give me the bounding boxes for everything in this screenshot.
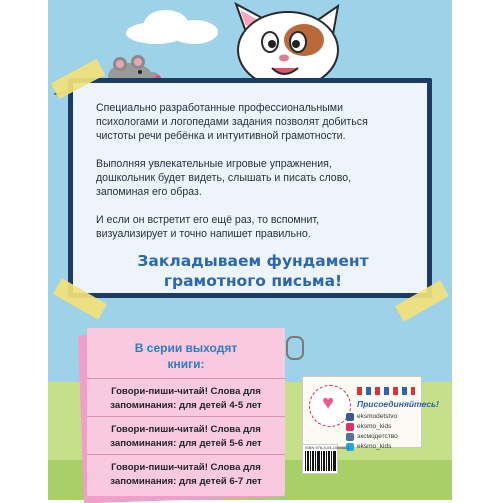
board-text-line: Специально разработанные профессиональными bbox=[96, 102, 343, 114]
social-handle: эксмодетство bbox=[357, 433, 398, 440]
barcode-lines bbox=[305, 451, 337, 471]
series-book-title: Говори-пиши-читай! Слова для bbox=[111, 462, 261, 473]
series-heading: В серии выходят bbox=[134, 341, 238, 355]
barcode bbox=[302, 444, 350, 474]
info-board bbox=[68, 78, 432, 298]
social-row[interactable] bbox=[346, 442, 391, 451]
heart-icon: ♥ bbox=[322, 392, 334, 414]
board-text-line: чистоты речи ребёнка и интуитивной грамотности. bbox=[96, 130, 346, 142]
board-text-line: психологами и логопедами задания позволят добиться bbox=[96, 116, 368, 128]
social-row[interactable] bbox=[346, 412, 397, 421]
social-handle: eksmodetstvo bbox=[357, 413, 398, 420]
slogan-line: Закладываем фундамент bbox=[137, 252, 369, 270]
paper-clip-icon bbox=[286, 336, 304, 360]
social-handle: eksmo_kids bbox=[357, 423, 392, 430]
notepad-rule bbox=[87, 378, 285, 379]
board-text-line: Выполняя увлекательные игровые упражнения, bbox=[96, 158, 332, 170]
cloud bbox=[170, 20, 218, 44]
series-book-title: запоминания: для детей 4-5 лет bbox=[110, 400, 262, 411]
series-book-title: Говори-пиши-читай! Слова для bbox=[111, 424, 261, 435]
airmail-stripes bbox=[357, 387, 415, 395]
series-notepad bbox=[87, 328, 285, 496]
notepad-rule bbox=[87, 416, 285, 417]
series-heading: книги: bbox=[167, 357, 205, 371]
join-label: Присоединяйтесь! bbox=[357, 399, 439, 409]
social-handle: eksmo_kids bbox=[357, 443, 392, 450]
isbn-text: ISBN 978-5-04-108868-1 bbox=[305, 445, 350, 450]
series-book-title: запоминания: для детей 5-6 лет bbox=[110, 438, 262, 449]
social-row[interactable] bbox=[346, 422, 391, 431]
instagram-icon bbox=[346, 423, 354, 431]
board-text-line: визуализирует и точно напишет правильно. bbox=[96, 228, 311, 240]
notepad-page bbox=[87, 328, 285, 496]
notepad-rule bbox=[87, 454, 285, 455]
vk-icon bbox=[346, 433, 354, 441]
board-text-line: запоминая его образ. bbox=[96, 186, 202, 198]
facebook-icon bbox=[346, 413, 354, 421]
series-book-title: Говори-пиши-читай! Слова для bbox=[111, 386, 261, 397]
slogan-line: грамотного письма! bbox=[163, 272, 343, 290]
board-text-line: И если он встретит его ещё раз, то вспомнит, bbox=[96, 214, 320, 226]
social-row[interactable] bbox=[346, 432, 398, 441]
series-book-title: запоминания: для детей 6-7 лет bbox=[110, 476, 262, 487]
board-text-line: дошкольник будет видеть, слышать и писать слово, bbox=[96, 172, 352, 184]
